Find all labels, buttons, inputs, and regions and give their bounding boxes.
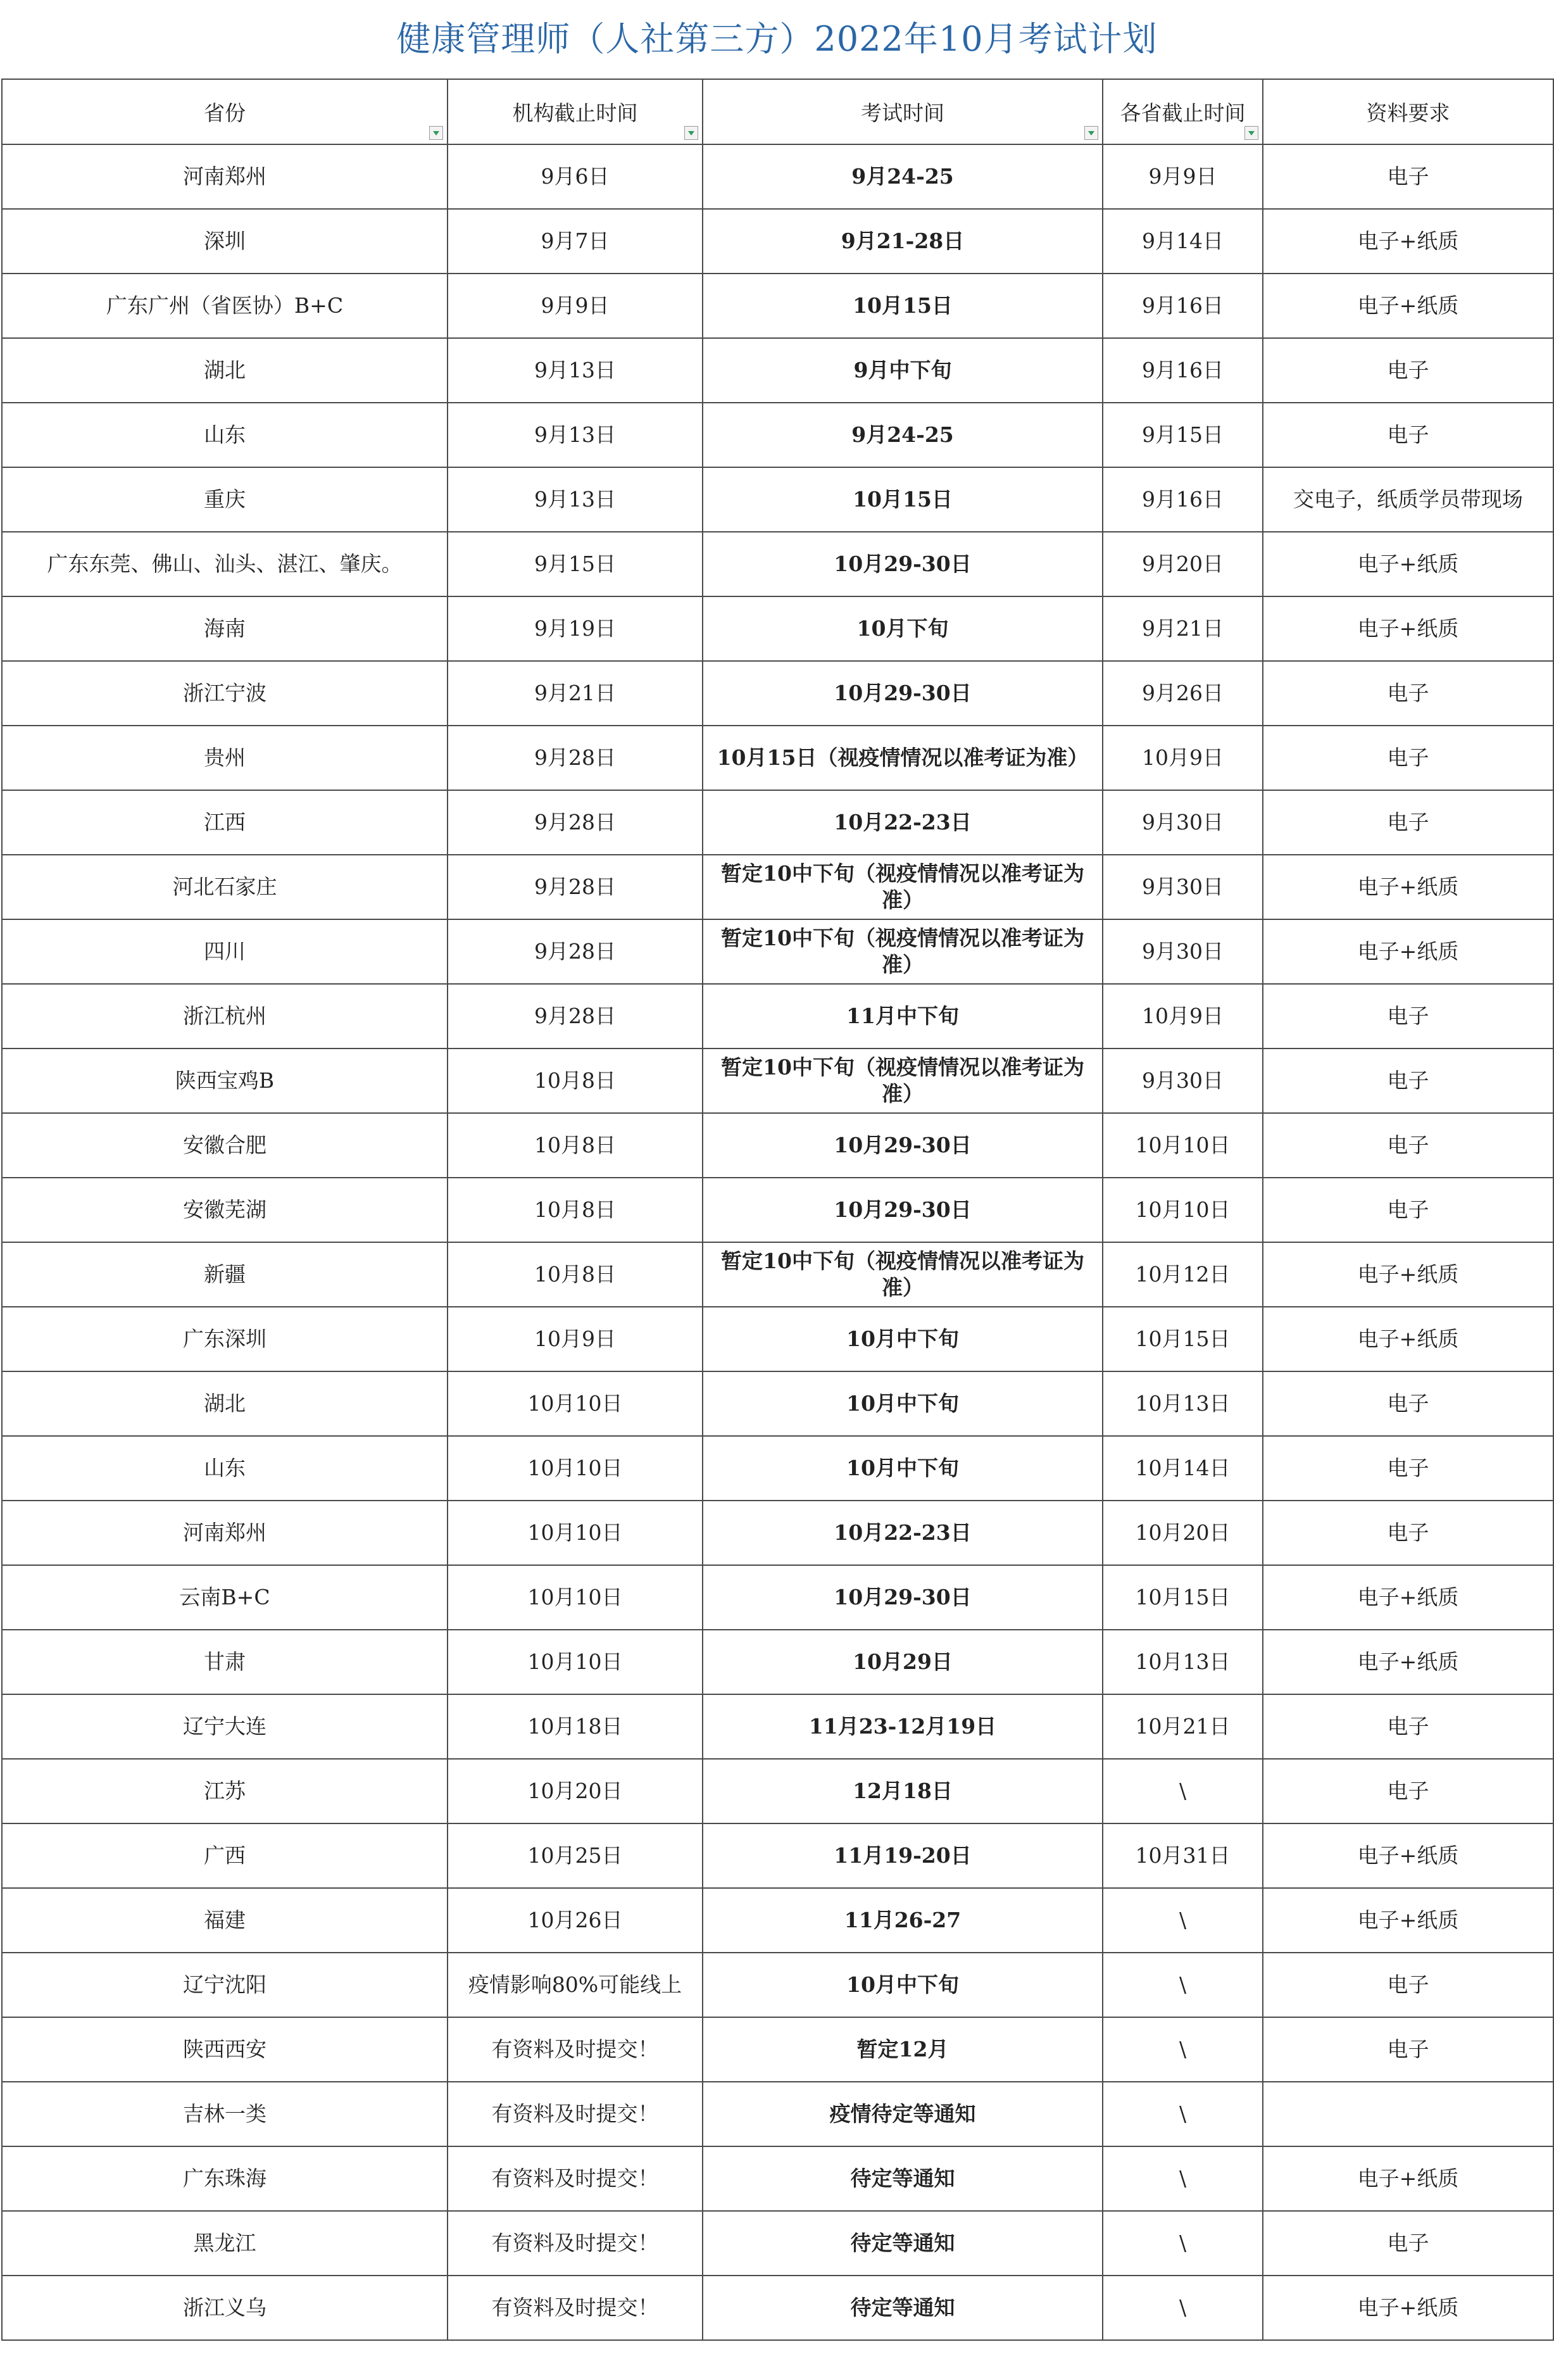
cell-province-deadline: 10月9日 — [1103, 726, 1263, 790]
cell-exam-time: 待定等通知 — [703, 2146, 1103, 2211]
cell-org-deadline: 9月13日 — [448, 338, 703, 403]
cell-province-deadline: 9月30日 — [1103, 919, 1263, 984]
cell-province-deadline: 10月13日 — [1103, 1371, 1263, 1436]
cell-org-deadline: 有资料及时提交！ — [448, 2017, 703, 2082]
cell-province: 辽宁沈阳 — [2, 1953, 448, 2017]
cell-exam-time: 10月15日 — [703, 467, 1103, 532]
cell-org-deadline: 10月10日 — [448, 1436, 703, 1501]
cell-province: 陕西宝鸡B — [2, 1048, 448, 1113]
cell-province: 江苏 — [2, 1759, 448, 1823]
filter-dropdown-icon[interactable] — [1084, 126, 1098, 140]
cell-exam-time: 10月29-30日 — [703, 661, 1103, 726]
cell-org-deadline: 有资料及时提交！ — [448, 2146, 703, 2211]
cell-materials: 电子 — [1263, 403, 1553, 467]
header-province-deadline — [1103, 79, 1263, 144]
cell-province-deadline: 10月15日 — [1103, 1565, 1263, 1630]
header-province — [2, 79, 448, 144]
cell-province-deadline: 10月21日 — [1103, 1694, 1263, 1759]
table-row — [2, 1759, 1553, 1823]
cell-materials: 电子+纸质 — [1263, 855, 1553, 919]
cell-province: 湖北 — [2, 338, 448, 403]
cell-materials: 电子 — [1263, 1371, 1553, 1436]
cell-org-deadline: 9月28日 — [448, 855, 703, 919]
cell-exam-time: 暂定10中下旬（视疫情情况以准考证为准） — [703, 855, 1103, 919]
cell-province: 广西 — [2, 1823, 448, 1888]
cell-materials: 电子 — [1263, 1113, 1553, 1178]
cell-org-deadline: 9月28日 — [448, 790, 703, 855]
table-row — [2, 532, 1553, 596]
cell-province: 深圳 — [2, 209, 448, 274]
cell-province-deadline: \ — [1103, 2082, 1263, 2146]
cell-exam-time: 9月中下旬 — [703, 338, 1103, 403]
header-label: 考试时间 — [861, 101, 944, 125]
cell-exam-time: 暂定10中下旬（视疫情情况以准考证为准） — [703, 919, 1103, 984]
cell-province: 福建 — [2, 1888, 448, 1953]
table-row — [2, 1823, 1553, 1888]
cell-org-deadline: 有资料及时提交！ — [448, 2082, 703, 2146]
header-label: 机构截止时间 — [512, 101, 638, 125]
cell-province: 广东珠海 — [2, 2146, 448, 2211]
cell-province: 广东深圳 — [2, 1307, 448, 1371]
cell-exam-time: 9月24-25 — [703, 144, 1103, 209]
cell-org-deadline: 10月8日 — [448, 1113, 703, 1178]
header-label: 省份 — [204, 101, 246, 125]
cell-exam-time: 10月29日 — [703, 1630, 1103, 1694]
table-row — [2, 144, 1553, 209]
cell-materials: 电子+纸质 — [1263, 1242, 1553, 1307]
table-row — [2, 1565, 1553, 1630]
cell-org-deadline: 9月28日 — [448, 919, 703, 984]
cell-materials: 电子 — [1263, 984, 1553, 1048]
table-row — [2, 1630, 1553, 1694]
cell-materials: 电子 — [1263, 1953, 1553, 2017]
cell-exam-time: 10月中下旬 — [703, 1307, 1103, 1371]
table-row — [2, 1048, 1553, 1113]
cell-province-deadline: 10月14日 — [1103, 1436, 1263, 1501]
cell-province: 河南郑州 — [2, 144, 448, 209]
cell-province: 甘肃 — [2, 1630, 448, 1694]
cell-materials: 电子+纸质 — [1263, 596, 1553, 661]
table-row — [2, 855, 1553, 919]
cell-province-deadline: 10月13日 — [1103, 1630, 1263, 1694]
page-title: 健康管理师（人社第三方）2022年10月考试计划 — [396, 19, 1158, 59]
cell-exam-time: 10月15日 — [703, 274, 1103, 338]
cell-materials: 电子+纸质 — [1263, 2276, 1553, 2340]
cell-province: 河北石家庄 — [2, 855, 448, 919]
cell-materials: 电子 — [1263, 1436, 1553, 1501]
cell-org-deadline: 9月19日 — [448, 596, 703, 661]
cell-materials: 电子 — [1263, 1759, 1553, 1823]
cell-exam-time: 疫情待定等通知 — [703, 2082, 1103, 2146]
table-row — [2, 1953, 1553, 2017]
cell-province: 四川 — [2, 919, 448, 984]
cell-org-deadline: 9月9日 — [448, 274, 703, 338]
table-row — [2, 1242, 1553, 1307]
cell-exam-time: 10月中下旬 — [703, 1436, 1103, 1501]
header-label: 资料要求 — [1366, 101, 1450, 125]
cell-materials: 电子+纸质 — [1263, 1307, 1553, 1371]
cell-province-deadline: 10月31日 — [1103, 1823, 1263, 1888]
table-row — [2, 984, 1553, 1048]
cell-org-deadline: 10月10日 — [448, 1501, 703, 1565]
cell-materials: 电子 — [1263, 1501, 1553, 1565]
cell-exam-time: 10月中下旬 — [703, 1371, 1103, 1436]
cell-exam-time: 9月24-25 — [703, 403, 1103, 467]
cell-org-deadline: 10月9日 — [448, 1307, 703, 1371]
cell-org-deadline: 10月25日 — [448, 1823, 703, 1888]
cell-province-deadline: 9月30日 — [1103, 1048, 1263, 1113]
cell-province: 新疆 — [2, 1242, 448, 1307]
cell-province: 山东 — [2, 1436, 448, 1501]
table-row — [2, 1501, 1553, 1565]
cell-exam-time: 11月23-12月19日 — [703, 1694, 1103, 1759]
cell-province: 陕西西安 — [2, 2017, 448, 2082]
table-row — [2, 661, 1553, 726]
cell-province-deadline: \ — [1103, 1953, 1263, 2017]
cell-exam-time: 10月29-30日 — [703, 1565, 1103, 1630]
cell-org-deadline: 有资料及时提交！ — [448, 2276, 703, 2340]
cell-province-deadline: 9月30日 — [1103, 855, 1263, 919]
cell-materials: 电子+纸质 — [1263, 2146, 1553, 2211]
cell-province-deadline: 10月10日 — [1103, 1113, 1263, 1178]
cell-org-deadline: 10月18日 — [448, 1694, 703, 1759]
cell-materials: 电子 — [1263, 726, 1553, 790]
cell-materials — [1263, 2082, 1553, 2146]
cell-materials: 电子+纸质 — [1263, 1888, 1553, 1953]
table-row — [2, 2276, 1553, 2340]
cell-province-deadline: \ — [1103, 1759, 1263, 1823]
table-row — [2, 274, 1553, 338]
cell-materials: 电子 — [1263, 2211, 1553, 2276]
cell-org-deadline: 10月8日 — [448, 1178, 703, 1242]
cell-province: 安徽合肥 — [2, 1113, 448, 1178]
cell-org-deadline: 10月26日 — [448, 1888, 703, 1953]
cell-materials: 电子+纸质 — [1263, 1823, 1553, 1888]
cell-province: 浙江杭州 — [2, 984, 448, 1048]
cell-org-deadline: 9月6日 — [448, 144, 703, 209]
table-row — [2, 596, 1553, 661]
table-row — [2, 2146, 1553, 2211]
table-row — [2, 1113, 1553, 1178]
cell-materials: 电子 — [1263, 2017, 1553, 2082]
cell-materials: 电子+纸质 — [1263, 209, 1553, 274]
cell-org-deadline: 10月20日 — [448, 1759, 703, 1823]
cell-org-deadline: 9月28日 — [448, 984, 703, 1048]
cell-province-deadline: \ — [1103, 2146, 1263, 2211]
cell-exam-time: 10月29-30日 — [703, 1113, 1103, 1178]
header-materials — [1263, 79, 1553, 144]
cell-org-deadline: 有资料及时提交！ — [448, 2211, 703, 2276]
cell-exam-time: 10月15日（视疫情情况以准考证为准） — [703, 726, 1103, 790]
cell-org-deadline: 9月15日 — [448, 532, 703, 596]
cell-org-deadline: 9月21日 — [448, 661, 703, 726]
cell-province-deadline: 10月15日 — [1103, 1307, 1263, 1371]
cell-exam-time: 9月21-28日 — [703, 209, 1103, 274]
cell-province: 吉林一类 — [2, 2082, 448, 2146]
cell-materials: 电子 — [1263, 1178, 1553, 1242]
cell-province-deadline: \ — [1103, 1888, 1263, 1953]
cell-province-deadline: 9月16日 — [1103, 274, 1263, 338]
filter-dropdown-icon[interactable] — [684, 126, 698, 140]
cell-exam-time: 待定等通知 — [703, 2211, 1103, 2276]
table-row — [2, 403, 1553, 467]
cell-province-deadline: 10月12日 — [1103, 1242, 1263, 1307]
cell-materials: 交电子，纸质学员带现场 — [1263, 467, 1553, 532]
cell-province-deadline: 9月26日 — [1103, 661, 1263, 726]
cell-province-deadline: 9月20日 — [1103, 532, 1263, 596]
table-row — [2, 726, 1553, 790]
cell-province: 辽宁大连 — [2, 1694, 448, 1759]
cell-materials: 电子 — [1263, 144, 1553, 209]
cell-province: 海南 — [2, 596, 448, 661]
cell-exam-time: 10月29-30日 — [703, 532, 1103, 596]
exam-schedule-table — [1, 79, 1554, 2341]
cell-province: 贵州 — [2, 726, 448, 790]
table-row — [2, 1307, 1553, 1371]
cell-province-deadline: \ — [1103, 2276, 1263, 2340]
cell-province: 湖北 — [2, 1371, 448, 1436]
cell-exam-time: 10月22-23日 — [703, 1501, 1103, 1565]
cell-exam-time: 11月26-27 — [703, 1888, 1103, 1953]
cell-org-deadline: 疫情影响80%可能线上 — [448, 1953, 703, 2017]
cell-province-deadline: \ — [1103, 2211, 1263, 2276]
cell-materials: 电子+纸质 — [1263, 532, 1553, 596]
table-row — [2, 467, 1553, 532]
table-row — [2, 338, 1553, 403]
cell-org-deadline: 9月13日 — [448, 467, 703, 532]
header-row — [2, 79, 1553, 144]
cell-exam-time: 10月下旬 — [703, 596, 1103, 661]
table-row — [2, 790, 1553, 855]
filter-dropdown-icon[interactable] — [429, 126, 443, 140]
table-row — [2, 1888, 1553, 1953]
cell-province-deadline: 9月16日 — [1103, 338, 1263, 403]
cell-province: 广东广州（省医协）B+C — [2, 274, 448, 338]
cell-province: 山东 — [2, 403, 448, 467]
header-label: 各省截止时间 — [1120, 101, 1246, 125]
cell-org-deadline: 10月10日 — [448, 1630, 703, 1694]
cell-province: 江西 — [2, 790, 448, 855]
cell-province-deadline: 9月30日 — [1103, 790, 1263, 855]
cell-materials: 电子+纸质 — [1263, 1630, 1553, 1694]
cell-exam-time: 10月中下旬 — [703, 1953, 1103, 2017]
cell-province-deadline: \ — [1103, 2017, 1263, 2082]
cell-org-deadline: 10月10日 — [448, 1565, 703, 1630]
cell-province-deadline: 10月9日 — [1103, 984, 1263, 1048]
table-row — [2, 1178, 1553, 1242]
table-row — [2, 1694, 1553, 1759]
header-exam-time — [703, 79, 1103, 144]
cell-org-deadline: 9月28日 — [448, 726, 703, 790]
cell-province: 河南郑州 — [2, 1501, 448, 1565]
cell-org-deadline: 9月7日 — [448, 209, 703, 274]
header-org-deadline — [448, 79, 703, 144]
cell-province-deadline: 9月14日 — [1103, 209, 1263, 274]
cell-exam-time: 暂定10中下旬（视疫情情况以准考证为准） — [703, 1242, 1103, 1307]
cell-materials: 电子+纸质 — [1263, 274, 1553, 338]
cell-exam-time: 10月29-30日 — [703, 1178, 1103, 1242]
cell-exam-time: 暂定12月 — [703, 2017, 1103, 2082]
cell-province-deadline: 9月21日 — [1103, 596, 1263, 661]
cell-exam-time: 暂定10中下旬（视疫情情况以准考证为准） — [703, 1048, 1103, 1113]
cell-exam-time: 12月18日 — [703, 1759, 1103, 1823]
table-row — [2, 919, 1553, 984]
cell-materials: 电子 — [1263, 661, 1553, 726]
cell-materials: 电子 — [1263, 1694, 1553, 1759]
table-row — [2, 1436, 1553, 1501]
cell-exam-time: 11月中下旬 — [703, 984, 1103, 1048]
cell-org-deadline: 10月8日 — [448, 1048, 703, 1113]
cell-province-deadline: 9月16日 — [1103, 467, 1263, 532]
cell-province-deadline: 9月15日 — [1103, 403, 1263, 467]
cell-province: 黑龙江 — [2, 2211, 448, 2276]
cell-province: 云南B+C — [2, 1565, 448, 1630]
cell-province-deadline: 9月9日 — [1103, 144, 1263, 209]
cell-province-deadline: 10月10日 — [1103, 1178, 1263, 1242]
table-row — [2, 2082, 1553, 2146]
cell-province: 浙江宁波 — [2, 661, 448, 726]
cell-exam-time: 10月22-23日 — [703, 790, 1103, 855]
table-row — [2, 209, 1553, 274]
filter-dropdown-icon[interactable] — [1244, 126, 1258, 140]
cell-materials: 电子+纸质 — [1263, 919, 1553, 984]
cell-materials: 电子+纸质 — [1263, 1565, 1553, 1630]
cell-materials: 电子 — [1263, 790, 1553, 855]
cell-materials: 电子 — [1263, 338, 1553, 403]
cell-province: 广东东莞、佛山、汕头、湛江、肇庆。 — [2, 532, 448, 596]
cell-province: 安徽芜湖 — [2, 1178, 448, 1242]
cell-org-deadline: 10月10日 — [448, 1371, 703, 1436]
cell-org-deadline: 9月13日 — [448, 403, 703, 467]
cell-materials: 电子 — [1263, 1048, 1553, 1113]
cell-province: 浙江义乌 — [2, 2276, 448, 2340]
cell-province: 重庆 — [2, 467, 448, 532]
cell-org-deadline: 10月8日 — [448, 1242, 703, 1307]
cell-exam-time: 11月19-20日 — [703, 1823, 1103, 1888]
table-row — [2, 1371, 1553, 1436]
table-row — [2, 2211, 1553, 2276]
cell-province-deadline: 10月20日 — [1103, 1501, 1263, 1565]
table-row — [2, 2017, 1553, 2082]
cell-exam-time: 待定等通知 — [703, 2276, 1103, 2340]
